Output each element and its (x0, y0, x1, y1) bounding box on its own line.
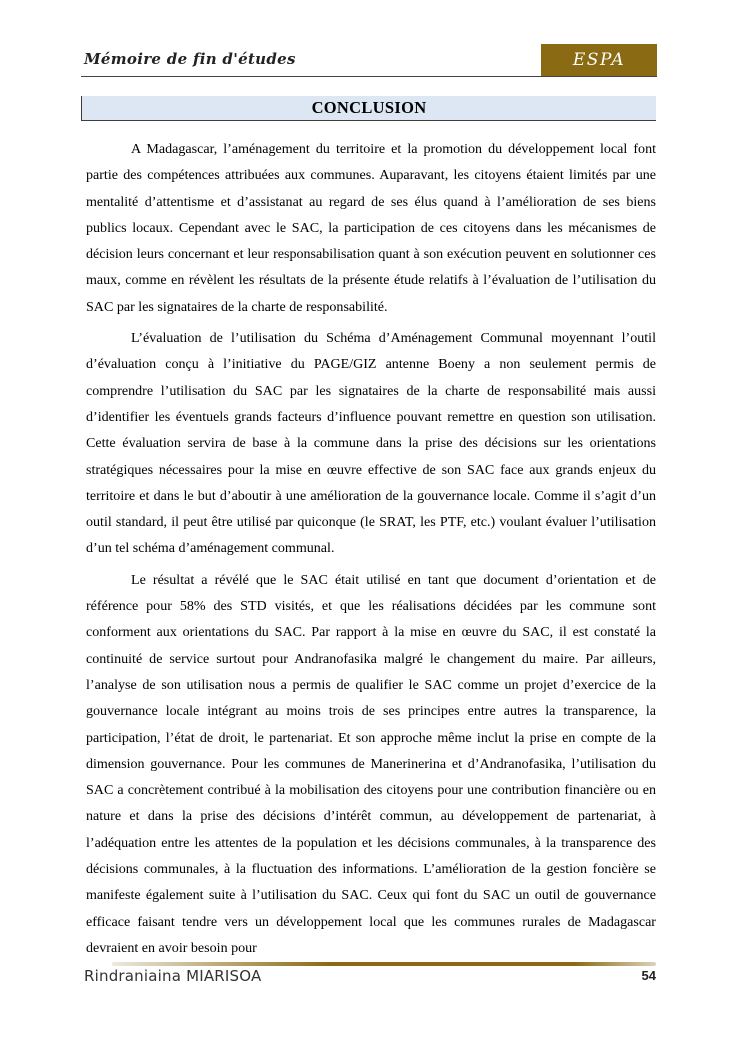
paragraph-3: Le résultat a révélé que le SAC était utilisé en tant que document d’orientation et de référence pour 58% des STD visités, et que les réalisations décidées par les commune sont conforment aux orientations du SAC. Par rapport à la mise en œuvre du SAC, il est constaté la continuité de service surtout pour Andranofasika malgré le changement du maire. Par ailleurs, l’analyse de son utilisation nous a permis de qualifier le SAC comme un projet d’exercice de la gouvernance locale intégrant au moins trois de ses principes entre autres la transparence, la participation, l’état de droit, le partenariat. Et son approche même inclut la prise en compte de la dimension gouvernance. Pour les communes de Manerinerina et d’Andranofasika, l’utilisation du SAC a concrètement contribué à la mobilisation des citoyens pour une contribution financière ou en nature et dans la prise des décisions d’intérêt commun, au développement de partenariat, à l’adéquation entre les attentes de la population et les décisions communales, à la transparence des décisions communales, à la fluctuation des informations. L’amélioration de la gestion foncière se manifeste également suite à l’utilisation du SAC. Ceux qui font du SAC un outil de gouvernance efficace faisant tendre vers un développement local que les communes rurales de Madagascar devraient en avoir besoin pour (86, 571, 656, 956)
page-header (81, 44, 657, 77)
section-heading: CONCLUSION (81, 96, 656, 121)
body-text (86, 136, 656, 966)
institution-badge: ESPA (541, 44, 657, 76)
page-number: 54 (641, 968, 656, 983)
footer-divider (112, 962, 656, 966)
document-title: Mémoire de fin d'études (84, 50, 296, 68)
header-divider (81, 76, 657, 77)
paragraph-2: L’évaluation de l’utilisation du Schéma d’Aménagement Communal moyennant l’outil d’évaluation conçu à l’initiative du PAGE/GIZ antenne Boeny a non seulement permis de comprendre l’utilisation du SAC par les signataires de la charte de responsabilité mais aussi d’identifier les éventuels grands facteurs d’influence pouvant remettre en question son utilisation. Cette évaluation servira de base à la commune dans la prise des décisions sur les orientations stratégiques nécessaires pour la mise en œuvre effective de son SAC face aux grands enjeux du territoire et dans le but d’aboutir à une amélioration de la gouvernance locale. Comme il s’agit d’un outil standard, il peut être utilisé par quiconque (le SRAT, les PTF, etc.) voulant évaluer l’utilisation d’un tel schéma d’aménagement communal. (86, 330, 656, 557)
author-name: Rindraniaina MIARISOA (84, 967, 262, 985)
paragraph-1: A Madagascar, l’aménagement du territoire et la promotion du développement local font partie des compétences attribuées aux communes. Auparavant, les citoyens étaient limités par une mentalité d’attentisme et d’assistanat au regard de ses élus quand à l’amélioration de ses biens publics locaux. Cependant avec le SAC, la participation de ces citoyens dans les mécanismes de décision leurs concernant et leur responsabilisation quant à son exécution peuvent en solutionner ces maux, comme en révèlent les résultats de la présente étude relatifs à l’évaluation de l’utilisation du SAC par les signataires de la charte de responsabilité. (86, 141, 656, 315)
